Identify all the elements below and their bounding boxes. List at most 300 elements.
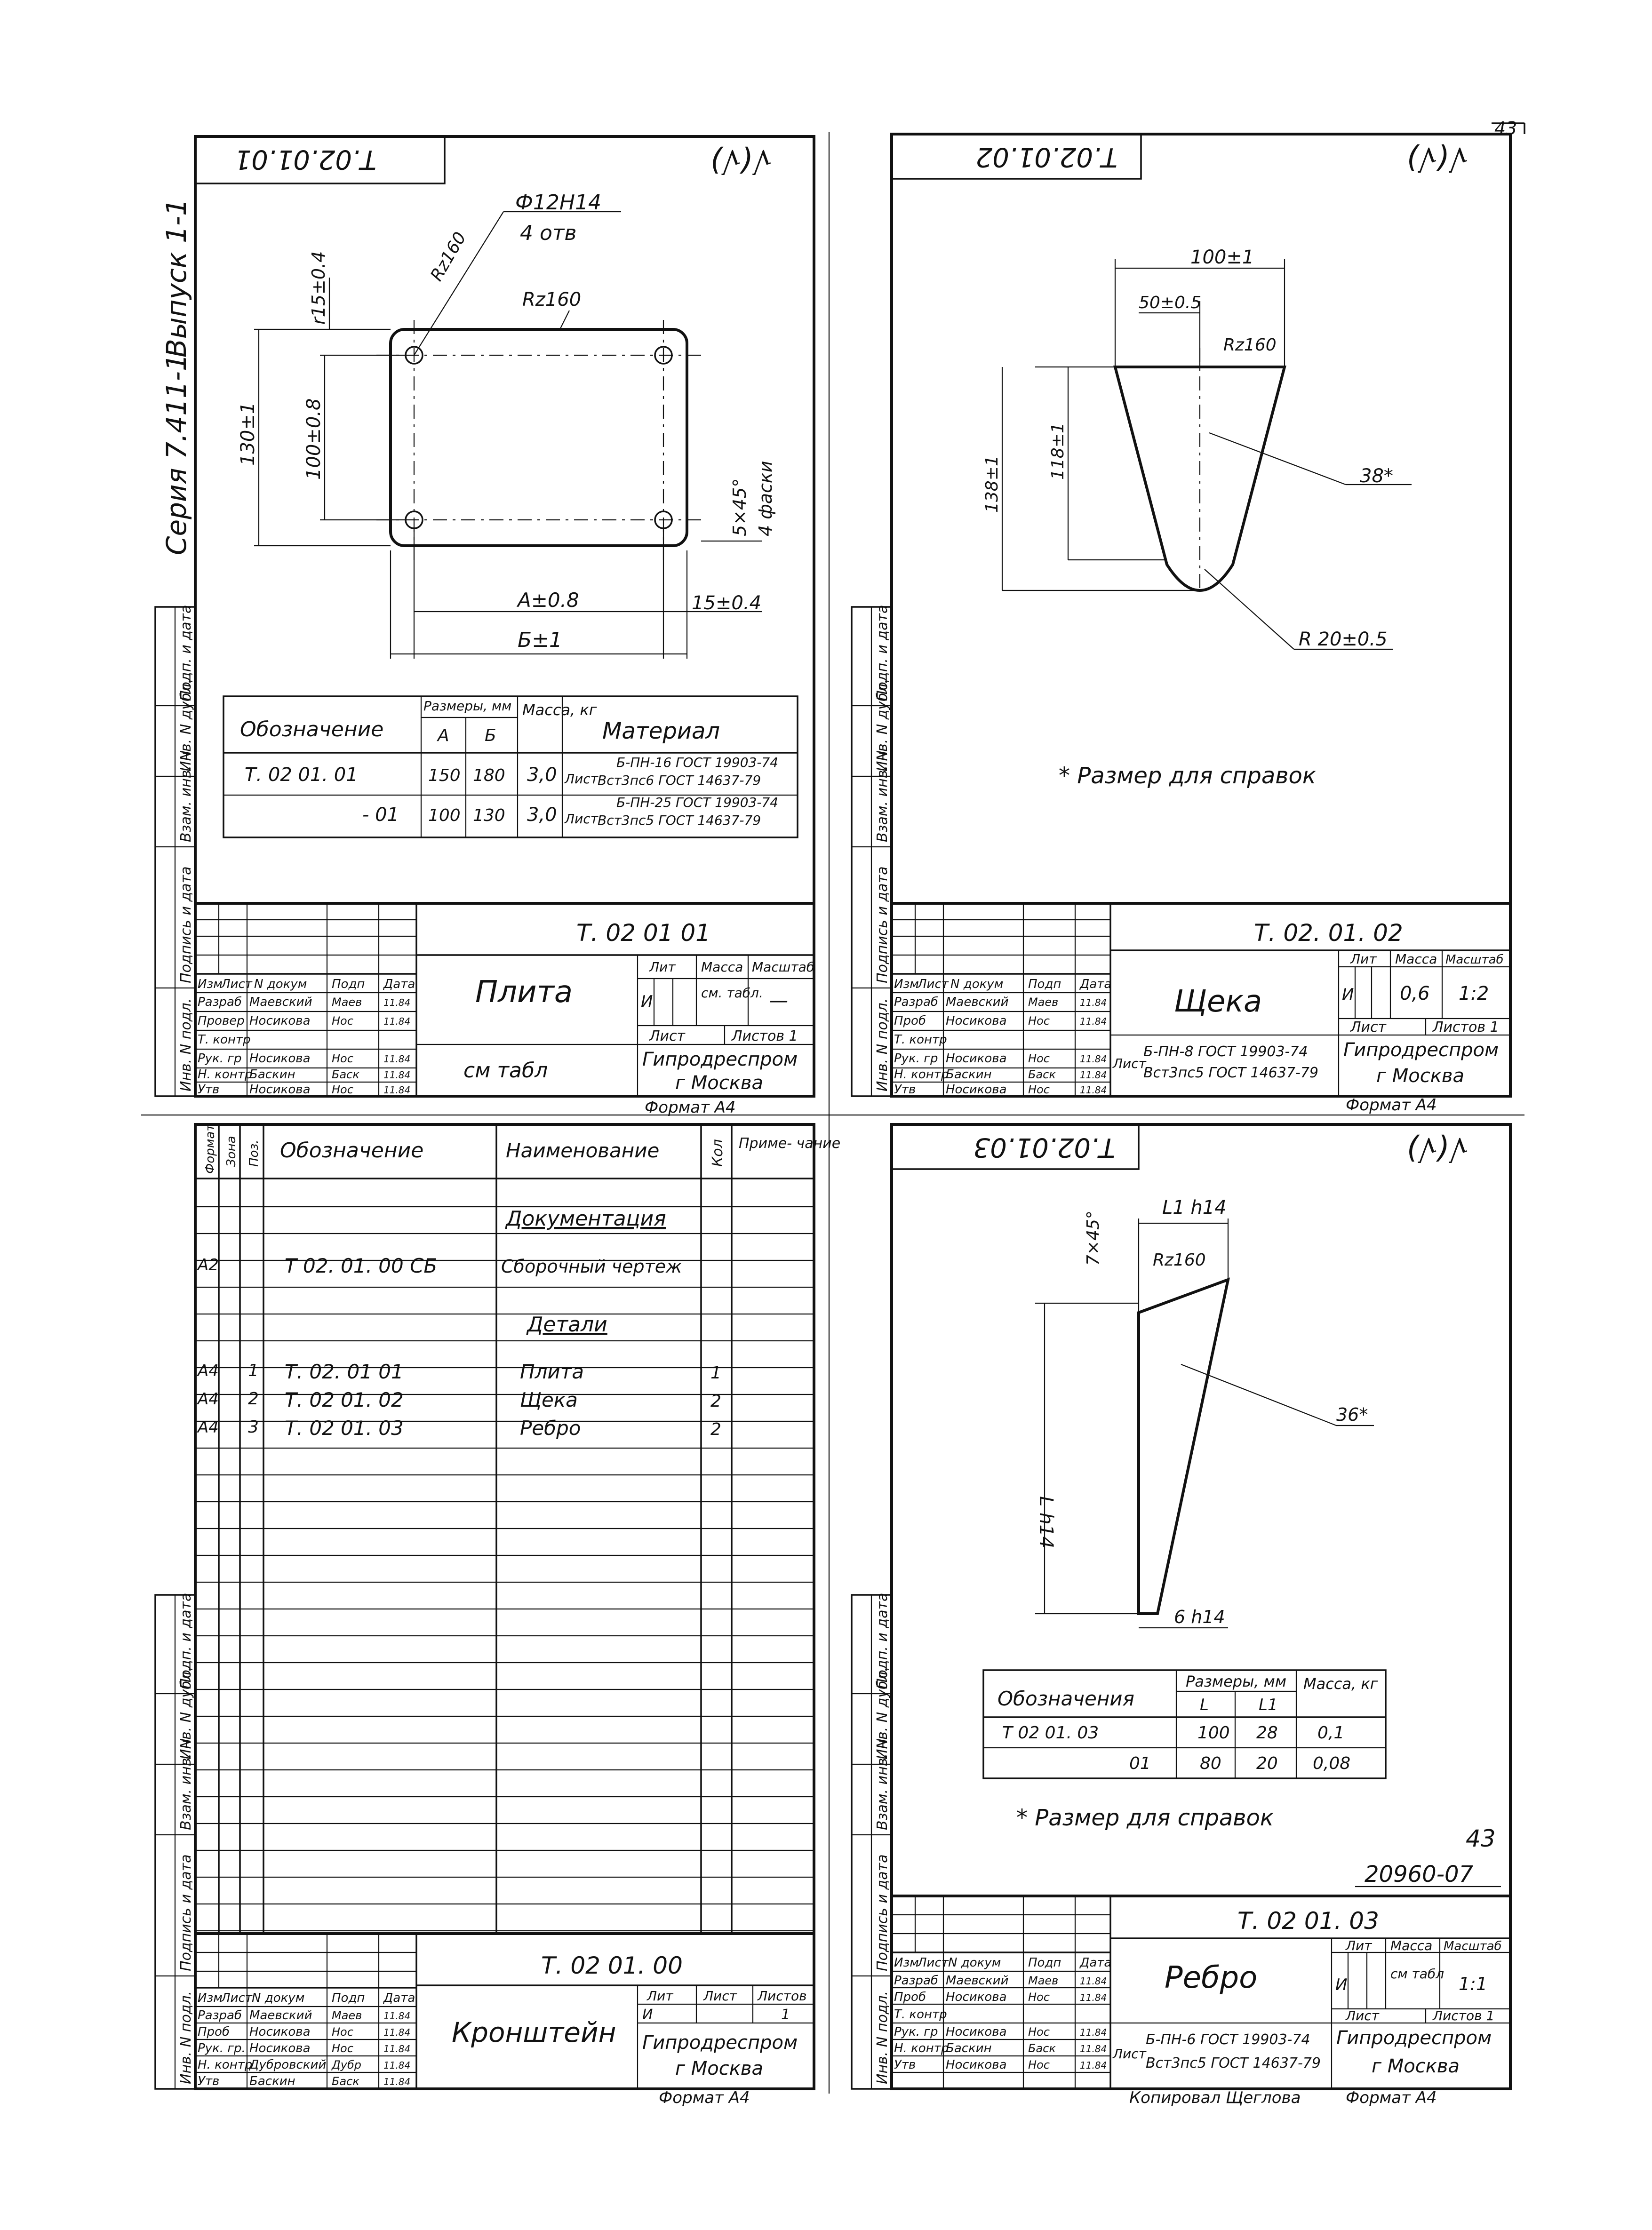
svg-text:11.84: 11.84 xyxy=(383,2043,411,2055)
title-name: Щека xyxy=(1174,984,1262,1019)
dim-138: 138±1 xyxy=(982,455,1002,513)
reference-note: * Размер для справок xyxy=(1059,763,1316,789)
svg-text:Инв. N дубл.: Инв. N дубл. xyxy=(874,679,891,772)
revision-stamp xyxy=(195,1934,416,2089)
table-row-code: Т. 02 01. 01 xyxy=(245,764,358,786)
svg-text:Лит: Лит xyxy=(649,959,676,975)
svg-text:г Москва: г Москва xyxy=(675,1072,763,1094)
svg-text:Дубр: Дубр xyxy=(332,2058,361,2071)
dim-rz-1: Rz160 xyxy=(427,229,471,285)
svg-text:см. табл.: см. табл. xyxy=(701,985,763,1001)
rib-title-block xyxy=(892,1896,1510,2107)
dim-l: L h14 xyxy=(1035,1496,1057,1549)
svg-text:Подп: Подп xyxy=(1028,977,1061,991)
svg-text:Вст3пс6 ГОСТ 14637-79: Вст3пс6 ГОСТ 14637-79 xyxy=(598,773,761,788)
svg-text:Носикова: Носикова xyxy=(249,1083,311,1097)
svg-text:Баскин: Баскин xyxy=(249,2074,295,2088)
svg-text:11.84: 11.84 xyxy=(383,997,411,1008)
svg-text:100: 100 xyxy=(1197,1723,1230,1743)
dim-130: 130±1 xyxy=(237,402,259,466)
svg-text:Вст3пс5 ГОСТ 14637-79: Вст3пс5 ГОСТ 14637-79 xyxy=(1143,1065,1318,1081)
svg-text:Щека: Щека xyxy=(520,1388,578,1411)
svg-text:11.84: 11.84 xyxy=(383,1084,411,1096)
side-stamp xyxy=(852,1593,892,2089)
title-code: Т. 02 01. 00 xyxy=(541,1952,683,1979)
code-top: Т.02.01.01 xyxy=(234,144,376,175)
svg-text:Лист: Лист xyxy=(565,811,598,827)
svg-text:Лист: Лист xyxy=(221,1991,252,2005)
svg-text:150: 150 xyxy=(428,766,461,785)
svg-text:Инв. N подл.: Инв. N подл. xyxy=(178,998,194,1091)
table-row-code: Т 02 01. 03 xyxy=(1002,1723,1099,1743)
svg-text:Листов 1: Листов 1 xyxy=(1433,2008,1495,2023)
dim-b: Б±1 xyxy=(518,628,563,652)
dim-100: 100±0.8 xyxy=(303,398,325,480)
svg-text:L: L xyxy=(1200,1696,1209,1714)
svg-text:1: 1 xyxy=(710,1363,721,1383)
svg-text:L1: L1 xyxy=(1259,1696,1278,1714)
svg-text:Гипродреспром: Гипродреспром xyxy=(1343,1039,1499,1061)
svg-text:Носикова: Носикова xyxy=(946,1083,1007,1097)
svg-text:А2: А2 xyxy=(198,1256,219,1274)
dim-6: 6 h14 xyxy=(1174,1607,1225,1627)
svg-text:11.84: 11.84 xyxy=(1080,1975,1107,1987)
svg-text:80: 80 xyxy=(1200,1754,1221,1773)
svg-text:Изм: Изм xyxy=(894,1956,919,1970)
spec-section-docs: Документация xyxy=(506,1207,666,1231)
svg-text:Н. контр: Н. контр xyxy=(198,2058,253,2072)
dim-rz: Rz160 xyxy=(1153,1250,1206,1270)
svg-text:Подпись и дата: Подпись и дата xyxy=(178,866,194,983)
svg-text:Разраб: Разраб xyxy=(198,2008,242,2023)
svg-text:Лист: Лист xyxy=(918,1956,949,1970)
svg-text:Лист: Лист xyxy=(1113,1056,1146,1071)
svg-text:3,0: 3,0 xyxy=(527,804,557,826)
svg-text:И: И xyxy=(641,992,653,1011)
svg-text:Листов 1: Листов 1 xyxy=(1433,1019,1499,1035)
svg-text:11.84: 11.84 xyxy=(383,2060,411,2071)
svg-text:11.84: 11.84 xyxy=(383,1053,411,1065)
svg-text:180: 180 xyxy=(473,766,505,785)
spec-rows xyxy=(195,1207,814,1931)
svg-text:Провер: Провер xyxy=(198,1014,245,1028)
svg-text:Взам. инв. N: Взам. инв. N xyxy=(874,750,891,842)
spec-row xyxy=(197,1360,721,1383)
svg-text:Масса: Масса xyxy=(1395,951,1437,967)
svg-text:Утв: Утв xyxy=(894,1083,916,1097)
svg-text:N докум: N докум xyxy=(950,977,1004,991)
table-row-code: 01 xyxy=(1129,1754,1151,1773)
side-stamp xyxy=(155,605,195,1096)
svg-text:Дата: Дата xyxy=(383,1991,415,2005)
dim-chamfer: 5×45° xyxy=(729,478,750,536)
svg-text:Подп: Подп xyxy=(332,977,365,991)
svg-text:11.84: 11.84 xyxy=(1080,1992,1107,2003)
svg-text:11.84: 11.84 xyxy=(383,1016,411,1027)
svg-text:Т. 02 01. 02: Т. 02 01. 02 xyxy=(285,1388,404,1411)
dim-rz: Rz160 xyxy=(1223,335,1277,355)
svg-text:11.84: 11.84 xyxy=(1080,997,1107,1008)
svg-text:Т. 02 01. 03: Т. 02 01. 03 xyxy=(285,1417,404,1440)
svg-text:Маевский: Маевский xyxy=(946,995,1009,1009)
svg-text:Нос: Нос xyxy=(332,1083,353,1096)
spec-row xyxy=(197,1254,682,1277)
svg-text:Лит: Лит xyxy=(1346,1938,1372,1953)
svg-text:Носикова: Носикова xyxy=(946,2025,1007,2039)
svg-text:Рук. гр: Рук. гр xyxy=(894,2025,938,2039)
svg-text:Утв: Утв xyxy=(198,2074,220,2088)
spec-row xyxy=(197,1417,721,1440)
cheek-title-block xyxy=(892,903,1510,1115)
svg-text:Лист: Лист xyxy=(703,1988,737,2004)
svg-text:Баск: Баск xyxy=(332,1068,359,1081)
svg-text:Рук. гр.: Рук. гр. xyxy=(198,2041,246,2055)
dim-100: 100±1 xyxy=(1190,247,1254,268)
rib-table xyxy=(983,1670,1386,1778)
svg-text:Инв. N дубл.: Инв. N дубл. xyxy=(874,1667,891,1760)
sheet-number-bottom: 43 xyxy=(1466,1825,1496,1852)
svg-text:Б: Б xyxy=(485,726,496,745)
title-name: Плита xyxy=(475,975,573,1010)
roughness-mark: √(√) xyxy=(710,143,772,178)
svg-text:Взам. инв. N: Взам. инв. N xyxy=(874,1738,891,1830)
title-name: Ребро xyxy=(1165,1960,1258,1995)
revision-stamp xyxy=(195,903,416,1097)
svg-text:11.84: 11.84 xyxy=(1080,1053,1107,1065)
svg-text:N докум: N докум xyxy=(948,1956,1001,1970)
svg-text:Взам. инв. N: Взам. инв. N xyxy=(178,750,194,842)
svg-text:Носикова: Носикова xyxy=(249,2041,311,2055)
svg-text:Масса: Масса xyxy=(1390,1938,1433,1953)
dim-50: 50±0.5 xyxy=(1139,293,1202,312)
copied-by-label: Копировал Щеглова xyxy=(1129,2088,1301,2107)
title-material: см табл xyxy=(463,1059,548,1083)
svg-text:И: И xyxy=(1335,1975,1348,1994)
svg-text:Маевский: Маевский xyxy=(249,995,312,1009)
svg-text:20: 20 xyxy=(1256,1754,1278,1773)
svg-text:Масштаб: Масштаб xyxy=(1444,1939,1502,1953)
svg-text:11.84: 11.84 xyxy=(1080,2060,1107,2071)
svg-text:N докум: N докум xyxy=(254,977,307,991)
svg-text:Маев: Маев xyxy=(1028,996,1059,1009)
svg-text:N докум: N докум xyxy=(252,1991,305,2005)
plate-table xyxy=(223,696,798,837)
svg-text:Носикова: Носикова xyxy=(946,1014,1007,1028)
svg-text:Ребро: Ребро xyxy=(520,1417,581,1440)
svg-text:Подп. и дата: Подп. и дата xyxy=(178,1593,194,1689)
sheet-specification xyxy=(155,1124,840,2107)
dim-36: 36* xyxy=(1336,1404,1368,1425)
svg-text:1: 1 xyxy=(781,2007,790,2023)
page-number: 43 xyxy=(1494,118,1517,139)
dim-l1: L1 h14 xyxy=(1162,1197,1227,1219)
dim-chamfer-count: 4 фаски xyxy=(755,461,776,536)
svg-text:Рук. гр: Рук. гр xyxy=(198,1051,242,1066)
dim-38: 38* xyxy=(1360,465,1393,487)
plate-drawing xyxy=(237,191,776,659)
svg-text:Маевский: Маевский xyxy=(249,2008,312,2023)
svg-text:Баск: Баск xyxy=(1028,1068,1056,1081)
svg-text:11.84: 11.84 xyxy=(383,2027,411,2038)
svg-text:Маевский: Маевский xyxy=(946,1974,1009,1988)
sheet-rib xyxy=(852,1124,1510,2107)
svg-text:Гипродреспром: Гипродреспром xyxy=(642,1049,798,1070)
reference-note: * Размер для справок xyxy=(1016,1805,1274,1831)
sheet-cheek xyxy=(852,134,1510,1115)
issue-label: Выпуск 1-1 xyxy=(160,199,192,358)
svg-text:Кол: Кол xyxy=(710,1139,726,1167)
svg-text:Взам. инв. N: Взам. инв. N xyxy=(178,1738,194,1830)
dim-r20: R 20±0.5 xyxy=(1299,629,1388,650)
rib-drawing xyxy=(1035,1197,1374,1628)
svg-text:28: 28 xyxy=(1256,1723,1278,1743)
svg-text:г Москва: г Москва xyxy=(1376,1065,1464,1087)
svg-text:Инв. N подл.: Инв. N подл. xyxy=(178,1991,194,2084)
svg-text:0,6: 0,6 xyxy=(1400,983,1430,1004)
svg-text:Б-ПН-6 ГОСТ 19903-74: Б-ПН-6 ГОСТ 19903-74 xyxy=(1146,2031,1310,2048)
format-label: Формат А4 xyxy=(1346,1096,1437,1115)
dim-a: А±0.8 xyxy=(518,589,579,612)
svg-text:Проб: Проб xyxy=(894,1990,926,2004)
svg-text:1: 1 xyxy=(248,1361,259,1380)
svg-text:А4: А4 xyxy=(198,1418,219,1437)
svg-text:Лист: Лист xyxy=(565,771,598,787)
spec-header-name: Наименование xyxy=(506,1139,660,1162)
plate-title-block xyxy=(195,903,814,1117)
roughness-mark: √(√) xyxy=(1406,141,1468,175)
dim-hole: Ф12Н14 xyxy=(515,191,601,215)
svg-text:Т. контр: Т. контр xyxy=(198,1033,251,1047)
dim-holes-count: 4 отв xyxy=(520,221,577,245)
svg-text:2: 2 xyxy=(710,1392,721,1411)
table-row-code: - 01 xyxy=(362,804,399,826)
svg-text:Лист: Лист xyxy=(221,977,252,991)
svg-text:Инв. N дубл.: Инв. N дубл. xyxy=(178,679,194,772)
title-code: Т. 02 01 01 xyxy=(576,919,710,947)
svg-text:Вст3пс5 ГОСТ 14637-79: Вст3пс5 ГОСТ 14637-79 xyxy=(1146,2055,1321,2071)
svg-text:11.84: 11.84 xyxy=(1080,1069,1107,1081)
svg-text:3: 3 xyxy=(248,1418,259,1437)
svg-text:Гипродреспром: Гипродреспром xyxy=(642,2032,798,2054)
svg-text:Поз.: Поз. xyxy=(247,1139,261,1167)
svg-text:11.84: 11.84 xyxy=(383,2010,411,2022)
svg-text:Разраб: Разраб xyxy=(894,1974,938,1988)
svg-text:3,0: 3,0 xyxy=(527,764,557,786)
format-label: Формат А4 xyxy=(659,2088,750,2107)
svg-text:Нос: Нос xyxy=(332,2025,353,2039)
svg-text:0,08: 0,08 xyxy=(1313,1754,1351,1773)
table-header-material: Материал xyxy=(602,718,720,744)
svg-text:Лист: Лист xyxy=(649,1028,686,1044)
svg-text:1:1: 1:1 xyxy=(1459,1974,1488,1994)
svg-text:Инв. N подл.: Инв. N подл. xyxy=(874,1991,891,2084)
svg-text:Б-ПН-16 ГОСТ 19903-74: Б-ПН-16 ГОСТ 19903-74 xyxy=(616,755,779,770)
svg-text:Нос: Нос xyxy=(1028,1991,1050,2004)
svg-text:Н. контр: Н. контр xyxy=(894,2041,949,2055)
title-code: Т. 02 01. 03 xyxy=(1237,1907,1379,1935)
svg-text:Приме- чание: Приме- чание xyxy=(739,1135,841,1152)
svg-text:Разраб: Разраб xyxy=(894,995,938,1009)
spec-title-block xyxy=(195,1934,814,2107)
table-header-code: Обозначения xyxy=(998,1687,1134,1710)
table-header-mass: Масса, кг xyxy=(522,701,597,719)
revision-stamp xyxy=(892,1896,1111,2089)
svg-text:Лит: Лит xyxy=(647,1988,673,2004)
title-name: Кронштейн xyxy=(452,2016,616,2048)
spec-row xyxy=(197,1388,721,1411)
svg-text:И: И xyxy=(642,2007,653,2023)
svg-text:Дата: Дата xyxy=(1080,1956,1112,1970)
table-header-dims: Размеры, мм xyxy=(1186,1672,1286,1690)
svg-text:Подп: Подп xyxy=(1028,1956,1061,1970)
code-top: Т.02.01.03 xyxy=(973,1132,1115,1163)
svg-text:Носикова: Носикова xyxy=(946,1990,1007,2004)
spec-section-parts: Детали xyxy=(527,1313,607,1337)
spec-header-code: Обозначение xyxy=(280,1139,424,1163)
svg-text:Листов: Листов xyxy=(758,1988,807,2004)
svg-text:11.84: 11.84 xyxy=(383,2076,411,2087)
svg-text:Подпись и дата: Подпись и дата xyxy=(874,866,891,983)
svg-text:Подпись и дата: Подпись и дата xyxy=(874,1854,891,1971)
svg-text:11.84: 11.84 xyxy=(1080,2043,1107,2055)
svg-text:Лит: Лит xyxy=(1350,951,1377,967)
svg-text:Нос: Нос xyxy=(1028,2025,1050,2039)
format-label: Формат А4 xyxy=(645,1098,736,1117)
roughness-mark: √(√) xyxy=(1406,1131,1468,1166)
svg-text:А4: А4 xyxy=(198,1362,219,1380)
svg-text:А: А xyxy=(438,726,449,745)
dim-rz-2: Rz160 xyxy=(522,289,582,311)
svg-text:Листов 1: Листов 1 xyxy=(732,1028,798,1044)
sheet-plate xyxy=(155,136,814,1117)
svg-text:Лист: Лист xyxy=(918,977,949,991)
side-stamp xyxy=(155,1593,195,2089)
svg-text:Изм: Изм xyxy=(198,1991,223,2005)
svg-text:Носикова: Носикова xyxy=(946,2058,1007,2072)
svg-text:Т. контр: Т. контр xyxy=(894,2007,947,2022)
svg-text:Нос: Нос xyxy=(1028,2058,1050,2071)
svg-text:Нос: Нос xyxy=(1028,1014,1050,1027)
svg-text:0,1: 0,1 xyxy=(1317,1723,1345,1743)
table-header-code: Обозначение xyxy=(240,717,384,741)
dim-chamfer: 7×45° xyxy=(1084,1211,1103,1266)
svg-text:Нос: Нос xyxy=(1028,1083,1050,1096)
svg-text:Лист: Лист xyxy=(1113,2046,1146,2062)
svg-text:130: 130 xyxy=(473,806,505,825)
svg-text:11.84: 11.84 xyxy=(1080,1016,1107,1027)
svg-text:Проб: Проб xyxy=(894,1014,926,1028)
svg-text:Дата: Дата xyxy=(383,977,415,991)
svg-text:Дата: Дата xyxy=(1080,977,1112,991)
svg-text:Инв. N дубл.: Инв. N дубл. xyxy=(178,1667,194,1760)
svg-text:Т. 02. 01 01: Т. 02. 01 01 xyxy=(285,1360,404,1383)
dim-118: 118±1 xyxy=(1048,422,1068,480)
series-label: Серия 7.411-1 xyxy=(160,354,192,555)
svg-text:Маев: Маев xyxy=(332,996,362,1009)
svg-text:Лист: Лист xyxy=(1346,2008,1379,2023)
svg-text:Масса: Масса xyxy=(701,959,743,975)
code-top: Т.02.01.02 xyxy=(975,142,1117,172)
svg-text:Лист: Лист xyxy=(1350,1019,1387,1035)
svg-text:Подпись и дата: Подпись и дата xyxy=(178,1854,194,1971)
svg-text:Носикова: Носикова xyxy=(946,1051,1007,1066)
svg-text:Баскин: Баскин xyxy=(946,1067,992,1082)
svg-text:Нос: Нос xyxy=(332,1052,353,1065)
svg-text:Проб: Проб xyxy=(198,2025,230,2039)
svg-text:А4: А4 xyxy=(198,1390,219,1409)
svg-text:2: 2 xyxy=(710,1420,721,1439)
page-number-corner xyxy=(1492,118,1524,139)
svg-text:г Москва: г Москва xyxy=(1372,2055,1460,2077)
svg-text:Подп. и дата: Подп. и дата xyxy=(178,605,194,701)
svg-text:Масштаб: Масштаб xyxy=(752,959,815,975)
revision-stamp xyxy=(892,903,1111,1097)
svg-text:Подп. и дата: Подп. и дата xyxy=(874,1593,891,1689)
svg-text:Зона: Зона xyxy=(224,1136,239,1167)
svg-text:Утв: Утв xyxy=(198,1083,220,1097)
svg-text:Т. контр: Т. контр xyxy=(894,1033,947,1047)
format-label: Формат А4 xyxy=(1346,2088,1437,2107)
svg-text:Т 02. 01. 00 СБ: Т 02. 01. 00 СБ xyxy=(285,1254,438,1277)
svg-text:Сборочный чертеж: Сборочный чертеж xyxy=(501,1256,682,1277)
svg-text:Н. контр: Н. контр xyxy=(198,1067,253,1082)
svg-text:Баскин: Баскин xyxy=(946,2041,992,2055)
svg-text:Изм: Изм xyxy=(894,977,919,991)
svg-text:100: 100 xyxy=(428,806,461,825)
svg-text:Подп. и дата: Подп. и дата xyxy=(874,605,891,701)
svg-text:Вст3пс5 ГОСТ 14637-79: Вст3пс5 ГОСТ 14637-79 xyxy=(598,812,761,828)
title-code: Т. 02. 01. 02 xyxy=(1254,919,1403,947)
svg-text:Рук. гр: Рук. гр xyxy=(894,1051,938,1066)
svg-text:2: 2 xyxy=(248,1389,259,1409)
svg-text:Маев: Маев xyxy=(1028,1974,1059,1987)
table-header-mass: Масса, кг xyxy=(1303,1675,1378,1693)
svg-text:11.84: 11.84 xyxy=(1080,1084,1107,1096)
svg-text:Б-ПН-25 ГОСТ 19903-74: Б-ПН-25 ГОСТ 19903-74 xyxy=(616,795,779,810)
svg-text:Баск: Баск xyxy=(332,2075,359,2088)
svg-text:1:2: 1:2 xyxy=(1459,983,1489,1004)
svg-text:Нос: Нос xyxy=(1028,1052,1050,1065)
svg-text:Плита: Плита xyxy=(520,1360,584,1383)
svg-text:Масштаб: Масштаб xyxy=(1445,953,1504,967)
dim-15: 15±0.4 xyxy=(692,592,762,614)
svg-text:11.84: 11.84 xyxy=(1080,2027,1107,2038)
svg-text:—: — xyxy=(769,990,788,1011)
svg-text:г Москва: г Москва xyxy=(675,2058,763,2079)
svg-text:Носикова: Носикова xyxy=(249,1051,311,1066)
svg-text:И: И xyxy=(1342,985,1354,1004)
svg-text:Утв: Утв xyxy=(894,2058,916,2072)
svg-text:Подп: Подп xyxy=(332,1991,365,2005)
svg-text:Носикова: Носикова xyxy=(249,2025,311,2039)
svg-text:Формат: Формат xyxy=(203,1124,217,1174)
svg-text:Б-ПН-8 ГОСТ 19903-74: Б-ПН-8 ГОСТ 19903-74 xyxy=(1143,1043,1308,1060)
cheek-drawing xyxy=(982,247,1412,650)
doc-number: 20960-07 xyxy=(1365,1861,1474,1888)
table-header-dims: Размеры, мм xyxy=(423,698,512,714)
svg-text:Инв. N подл.: Инв. N подл. xyxy=(874,998,891,1091)
svg-text:Маев: Маев xyxy=(332,2009,362,2022)
svg-text:Нос: Нос xyxy=(332,1014,353,1027)
svg-text:Гипродреспром: Гипродреспром xyxy=(1336,2027,1492,2049)
svg-text:Носикова: Носикова xyxy=(249,1014,311,1028)
svg-text:Разраб: Разраб xyxy=(198,995,242,1009)
side-stamp xyxy=(852,605,892,1096)
svg-text:Изм: Изм xyxy=(198,977,223,991)
svg-text:Баск: Баск xyxy=(1028,2042,1056,2055)
svg-text:Н. контр: Н. контр xyxy=(894,1067,949,1082)
svg-text:Нос: Нос xyxy=(332,2042,353,2055)
